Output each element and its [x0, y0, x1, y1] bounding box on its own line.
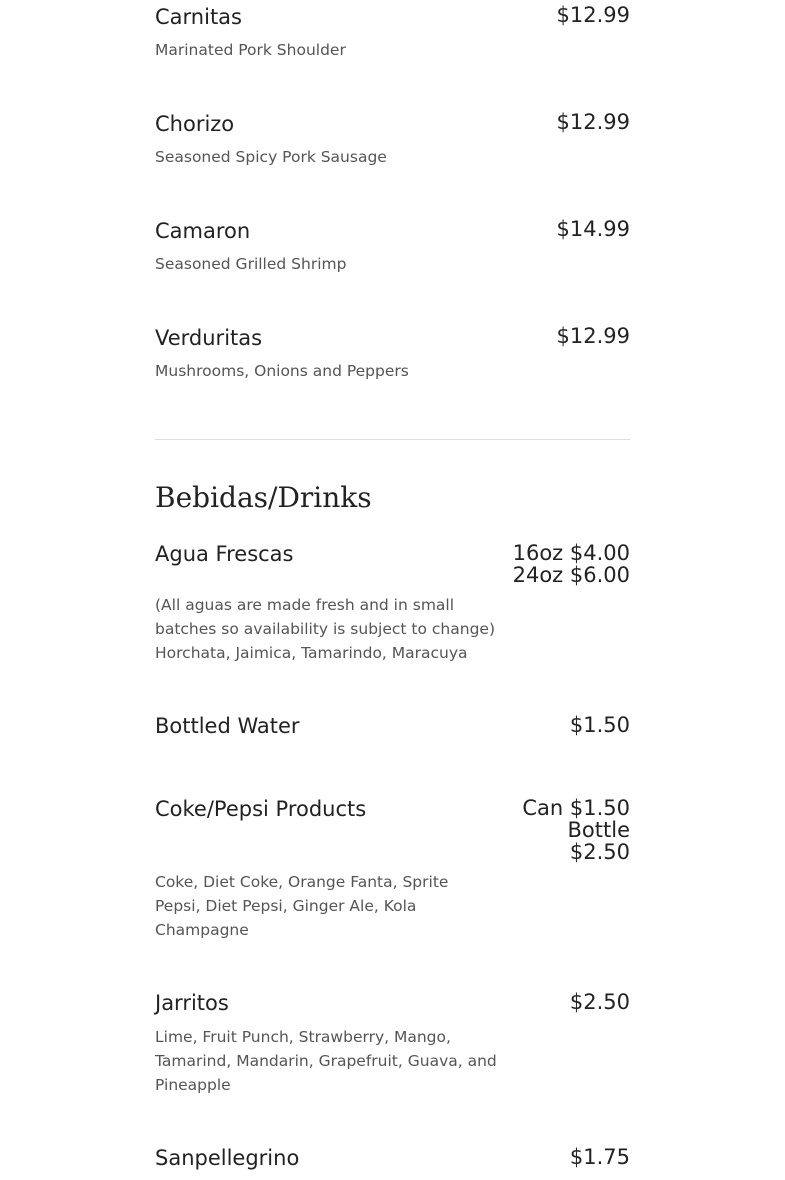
menu-item-description: Seasoned Grilled Shrimp — [155, 255, 347, 273]
drink-item-description — [155, 870, 500, 942]
menu-item-name: Camaron — [155, 219, 251, 243]
price-line: 16oz $4.00 — [512, 541, 630, 565]
drink-item-description — [155, 1025, 500, 1097]
drink-item-name: Jarritos — [155, 991, 229, 1015]
menu-item-description: Marinated Pork Shoulder — [155, 41, 346, 59]
menu-item-description: Seasoned Spicy Pork Sausage — [155, 148, 387, 166]
drink-item-price — [570, 1146, 630, 1168]
description-line: Horchata, Jaimica, Tamarindo, Maracuya — [155, 644, 468, 662]
price-line: $2.50 — [569, 840, 630, 864]
price-line: $1.50 — [569, 713, 630, 737]
drink-item-name: Agua Frescas — [155, 542, 294, 566]
description-line: Champagne — [155, 921, 249, 939]
price-line: $2.50 — [569, 990, 630, 1014]
drink-item-price — [570, 714, 630, 736]
drink-item-price — [513, 542, 630, 586]
price-line: Bottle — [567, 818, 630, 842]
menu-item-description: Mushrooms, Onions and Peppers — [155, 362, 409, 380]
drink-item-price — [522, 797, 630, 863]
section-title: Bebidas/Drinks — [155, 481, 372, 514]
description-line: (All aguas are made fresh and in small — [155, 596, 455, 614]
menu-item-name: Chorizo — [155, 112, 235, 136]
description-line: Tamarind, Mandarin, Grapefruit, Guava, and — [155, 1052, 497, 1070]
drink-item-name: Sanpellegrino — [155, 1146, 300, 1170]
price-line: Can $1.50 — [522, 796, 630, 820]
menu-item-name: Verduritas — [155, 326, 263, 350]
description-line: Pepsi, Diet Pepsi, Ginger Ale, Kola — [155, 897, 417, 915]
drink-item-name: Bottled Water — [155, 714, 300, 738]
description-line: Pineapple — [155, 1076, 231, 1094]
description-line: batches so availability is subject to change) — [155, 620, 495, 638]
menu-item-name: Carnitas — [155, 5, 242, 29]
description-line: Coke, Diet Coke, Orange Fanta, Sprite — [155, 873, 449, 891]
drink-item-description — [155, 593, 500, 665]
description-line: Lime, Fruit Punch, Strawberry, Mango, — [155, 1028, 451, 1046]
drink-item-price — [570, 991, 630, 1013]
price-line: 24oz $6.00 — [512, 563, 630, 587]
section-divider — [155, 439, 630, 440]
price-line: $1.75 — [569, 1145, 630, 1169]
menu-item-price: $14.99 — [556, 217, 630, 241]
menu-item-price: $12.99 — [556, 3, 630, 27]
menu-item-price: $12.99 — [556, 324, 630, 348]
drink-item-name: Coke/Pepsi Products — [155, 797, 367, 821]
menu-item-price: $12.99 — [556, 110, 630, 134]
